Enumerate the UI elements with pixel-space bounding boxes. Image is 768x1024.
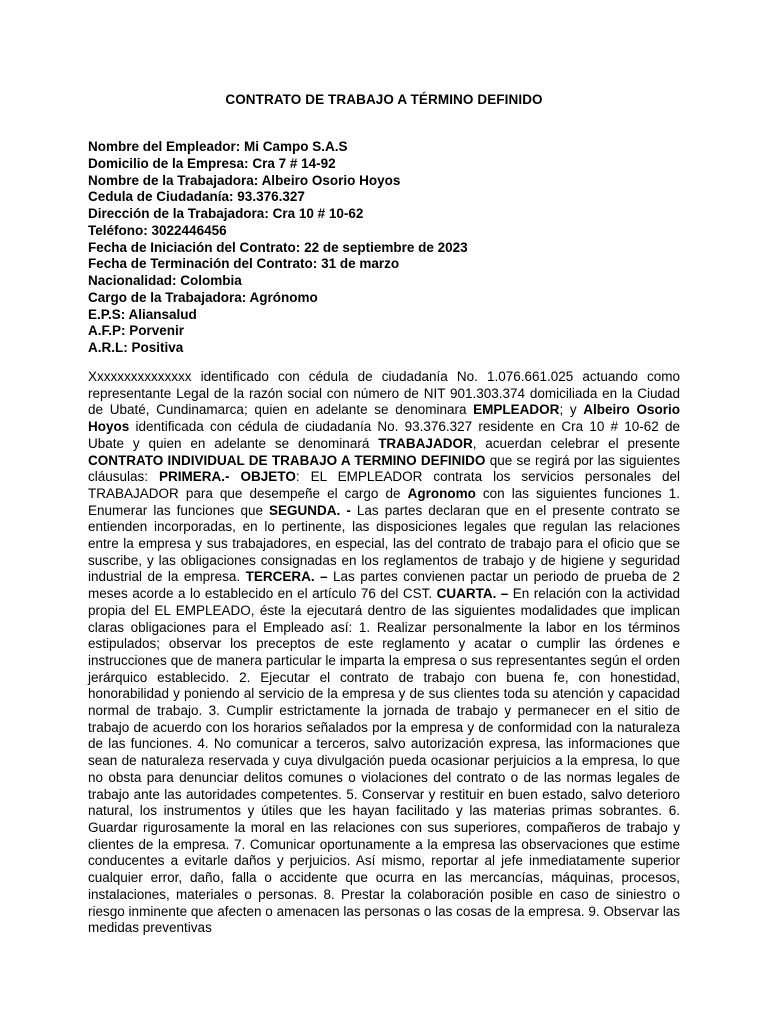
field-value: 22 de septiembre de 2023 xyxy=(304,239,468,255)
document-title: CONTRATO DE TRABAJO A TÉRMINO DEFINIDO xyxy=(225,92,543,107)
field-cargo xyxy=(88,290,680,307)
field-label: Dirección de la Trabajadora: xyxy=(88,206,269,221)
body-bold-text: Agronomo xyxy=(407,485,476,501)
field-label: Fecha de Iniciación del Contrato: xyxy=(88,239,301,255)
body-bold-text: Albeiro Osorio Hoyos xyxy=(88,402,680,435)
field-value: 3022446456 xyxy=(151,222,227,238)
body-bold-text: EMPLEADOR xyxy=(473,402,560,418)
body-text: Las partes declaran que en el presente contrato se entienden incorporadas, en lo pertinente, las disposiciones legales que regulan las relaciones entre la empresa y sus trabajadores, en especial, las del contrato de trabajo para el oficio que se suscribe, y las obligaciones consignadas en los reglamentos de trabajo y de higiene y seguridad industrial de la empresa. xyxy=(88,502,680,585)
clause-tercera-heading: TERCERA. – xyxy=(245,569,328,585)
body-text: Xxxxxxxxxxxxxxx identificado con cédula de ciudadanía No. 1.076.661.025 actuando como representante Legal de la razón social con número de NIT 901.303.374 domiciliada en la Ciudad de Ubaté, Cundinamarca; quien en adelante se denominara xyxy=(88,369,680,418)
field-empleador xyxy=(88,139,680,156)
field-domicilio xyxy=(88,156,680,173)
field-label: Fecha de Terminación del Contrato: xyxy=(88,256,318,272)
clause-segunda-heading: SEGUNDA. - xyxy=(269,502,351,518)
body-text: que se regirá por las siguientes cláusulas: xyxy=(88,452,680,485)
field-value: 31 de marzo xyxy=(321,256,400,272)
field-value: Mi Campo S.A.S xyxy=(244,139,348,154)
field-label: Nombre del Empleador: xyxy=(88,139,241,154)
body-text: identificada con cédula de ciudadanía No. 93.376.327 residente en Cra 10 # 10-62 de Ubate y quien en adelante se denominará xyxy=(88,419,680,451)
clause-primera-heading: PRIMERA.- OBJETO xyxy=(159,469,296,485)
field-label: Domicilio de la Empresa: xyxy=(88,155,249,171)
field-label: Nombre de la Trabajadora: xyxy=(88,172,259,188)
contract-body xyxy=(88,369,680,937)
field-label: Cedula de Ciudadanía: xyxy=(88,189,234,205)
field-label: Teléfono: xyxy=(88,222,148,238)
field-arl xyxy=(88,340,680,357)
field-nacionalidad xyxy=(88,273,680,290)
contract-fields xyxy=(88,139,680,357)
field-trabajadora xyxy=(88,173,680,190)
field-value: Aliansalud xyxy=(128,306,197,322)
field-label: Nacionalidad: xyxy=(88,273,177,288)
body-text: Las partes convienen pactar un periodo de prueba de 2 meses acorde a lo establecido en el artículo 76 del CST. xyxy=(88,569,681,602)
field-fecha-terminacion xyxy=(88,256,680,273)
body-text: : EL EMPLEADOR contrata los servicios personales del TRABAJADOR para que desempeñe el cargo de xyxy=(88,469,680,501)
body-bold-text: TRABAJADOR xyxy=(378,435,473,451)
field-label: E.P.S: xyxy=(88,306,126,322)
field-fecha-inicio xyxy=(88,240,680,257)
field-label: A.R.L: xyxy=(88,340,128,355)
field-direccion xyxy=(88,206,680,223)
clause-cuarta-heading: CUARTA. – xyxy=(436,586,509,602)
field-value: Colombia xyxy=(180,273,242,288)
body-text: , acuerdan celebrar el presente xyxy=(472,435,680,451)
field-value: Porvenir xyxy=(129,323,185,339)
field-value: Albeiro Osorio Hoyos xyxy=(261,172,401,188)
field-label: A.F.P: xyxy=(88,323,126,339)
body-text: En relación con la actividad propia del EL EMPLEADO, éste la ejecutará dentro de las siguientes modalidades que implican claras obligaciones para el Empleado así: 1. Realizar personalmente la labor en los términos estipulados; observar los preceptos de este reglamento y acatar o cumplir las órdenes e instrucciones que de manera particular le imparta la empresa o sus representantes según el orden jerárquico establecido. 2. Ejecutar el contrato de trabajo con buena fe, con honestidad, honorabilidad y poniendo al servicio de la empresa y de sus clientes toda su atención y capacidad normal de trabajo. 3. Cumplir estrictamente la jornada de trabajo y permanecer en el sitio de trabajo de acuerdo con los horarios señalados por la empresa y de conformidad con la naturaleza de las funciones. 4. No comunicar a terceros, salvo autorización expresa, las informaciones que sean de naturaleza reservada y cuya divulgación pueda ocasionar perjuicios a la empresa, lo que no obsta para denunciar delitos comunes o violaciones del contrato o de las normas legales de trabajo ante las autoridades competentes. 5. Conservar y restituir en buen estado, salvo deterioro natural, los instrumentos y útiles que les hayan facilitado y las materias primas sobrantes. 6. Guardar rigurosamente la moral en las relaciones con sus superiores, compañeros de trabajo y clientes de la empresa. 7. Comunicar oportunamente a la empresa las observaciones que estime conducentes a evitarle daños y perjuicios. Así mismo, reportar al jefe inmediatamente superior cualquier error, daño, falla o accidente que ocurra en las mercancías, máquinas, procesos, instalaciones, materiales o personas. 8. Prestar la colaboración posible en caso de siniestro o riesgo inminente que afecten o amenacen las personas o las cosas de la empresa. 9. Observar las medidas preventivas xyxy=(88,586,680,936)
body-text: con las siguientes funciones 1. Enumerar las funciones que xyxy=(88,485,680,518)
field-value: Cra 10 # 10-62 xyxy=(272,206,364,221)
field-afp xyxy=(88,323,680,340)
field-value: Cra 7 # 14-92 xyxy=(252,155,336,171)
field-label: Cargo de la Trabajadora: xyxy=(88,289,247,305)
field-value: Positiva xyxy=(131,340,184,355)
body-bold-text: CONTRATO INDIVIDUAL DE TRABAJO A TERMINO DEFINIDO xyxy=(88,452,486,468)
body-text: ; y xyxy=(559,402,584,418)
field-value: 93.376.327 xyxy=(237,189,305,205)
field-eps xyxy=(88,307,680,324)
field-telefono xyxy=(88,223,680,240)
field-cedula xyxy=(88,189,680,206)
field-value: Agrónomo xyxy=(249,289,318,305)
